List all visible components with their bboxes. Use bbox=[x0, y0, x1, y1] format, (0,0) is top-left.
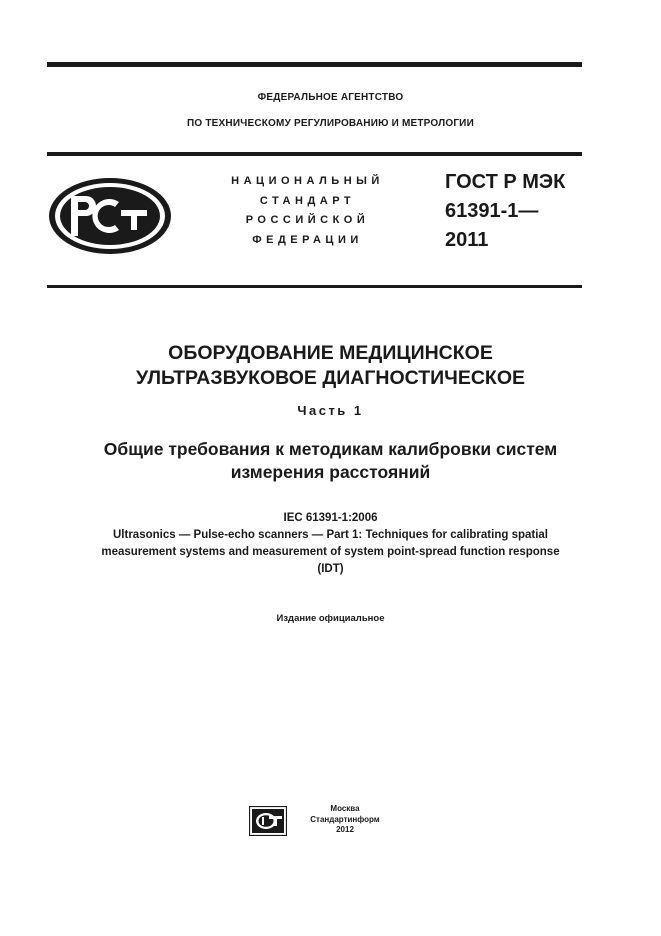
title-line: УЛЬТРАЗВУКОВОЕ ДИАГНОСТИЧЕСКОЕ bbox=[135, 367, 526, 389]
part-label: Часть 1 bbox=[297, 403, 364, 418]
designation-line: 2011 bbox=[445, 229, 489, 251]
iec-title-line: (IDT) bbox=[317, 563, 344, 575]
subtitle-line: Общие требования к методикам калибровки систем bbox=[103, 439, 558, 459]
publisher-year: 2012 bbox=[336, 825, 354, 834]
national-standard-label bbox=[210, 172, 405, 250]
divider-rule bbox=[47, 285, 582, 288]
national-standard-line: СТАНДАРТ bbox=[259, 194, 356, 207]
publisher-city: Москва bbox=[330, 804, 360, 813]
agency-line-2: ПО ТЕХНИЧЕСКОМУ РЕГУЛИРОВАНИЮ И МЕТРОЛОГИИ bbox=[187, 118, 474, 129]
standartinform-logo-icon bbox=[249, 806, 287, 836]
iec-ref: IEC 61391-1:2006 bbox=[283, 512, 378, 524]
designation-line: ГОСТ Р МЭК bbox=[445, 171, 566, 193]
iec-title-line: Ultrasonics — Pulse-echo scanners — Part 1: Techniques for calibrating spatial bbox=[113, 529, 548, 541]
publisher-block bbox=[300, 804, 390, 836]
iec-reference bbox=[0, 510, 661, 578]
edition-label: Издание официальное bbox=[276, 613, 385, 624]
document-subtitle bbox=[0, 438, 661, 484]
publisher-name: Стандартинформ bbox=[310, 814, 380, 824]
header-rule bbox=[47, 152, 582, 156]
standard-designation bbox=[445, 168, 565, 255]
rst-emblem-icon bbox=[47, 176, 173, 256]
national-standard-line: РОССИЙСКОЙ bbox=[245, 214, 370, 226]
national-standard-line: ФЕДЕРАЦИИ bbox=[252, 233, 363, 246]
top-rule bbox=[47, 62, 582, 67]
document-title bbox=[0, 341, 661, 391]
iec-title-line: measurement systems and measurement of system point-spread function response bbox=[101, 546, 560, 558]
title-line: ОБОРУДОВАНИЕ МЕДИЦИНСКОЕ bbox=[168, 342, 493, 364]
agency-line-1: ФЕДЕРАЛЬНОЕ АГЕНТСТВО bbox=[257, 92, 404, 103]
designation-line: 61391-1— bbox=[445, 200, 539, 222]
national-standard-line: НАЦИОНАЛЬНЫЙ bbox=[231, 175, 384, 187]
subtitle-line: измерения расстояний bbox=[230, 462, 431, 482]
